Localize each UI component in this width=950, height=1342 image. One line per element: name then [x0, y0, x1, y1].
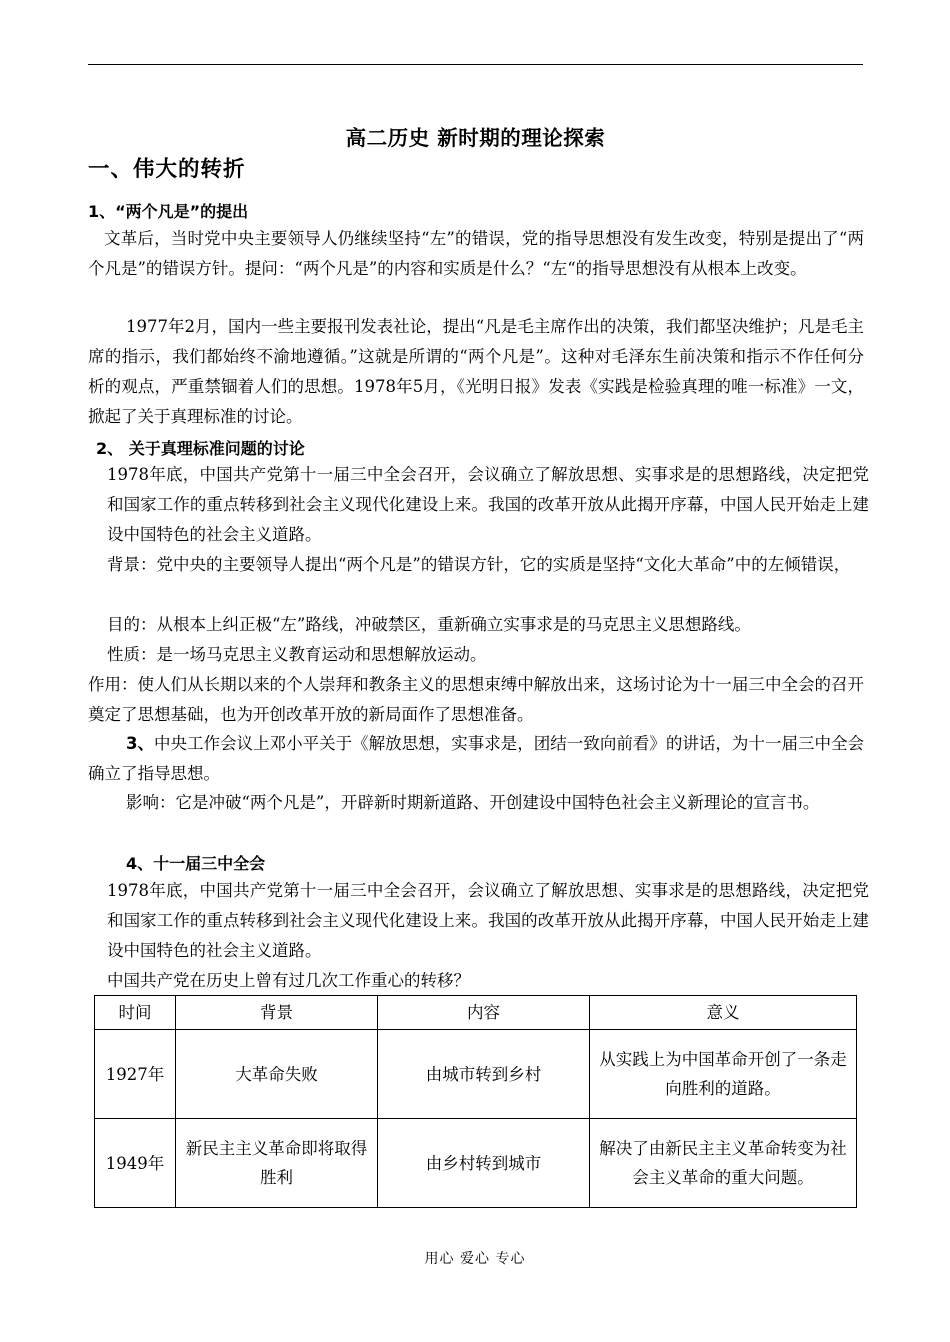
paragraph-sub4-question: 中国共产党在历史上曾有过几次工作重心的转移？: [107, 971, 470, 990]
paragraph-sub2-background: 背景：党中央的主要领导人提出“两个凡是”的错误方针，它的实质是坚持“文化大革命”中的左倾错误，: [107, 555, 851, 574]
subheading-3-text: 中央工作会议上邓小平关于《解放思想，实事求是，团结一致向前看》的讲话，为十一届三中全会确立了指导思想。: [88, 734, 865, 783]
table-cell-time: 1949年: [95, 1119, 176, 1208]
paragraph-sub3-impact: 影响：它是冲破“两个凡是”，开辟新时期新道路、开创建设中国特色社会主义新理论的宣言书。: [126, 793, 820, 812]
table-cell-content: 由乡村转到城市: [378, 1119, 590, 1208]
table-cell-content: 由城市转到乡村: [378, 1030, 590, 1119]
table-row: [95, 1030, 857, 1119]
subheading-1: 1、“两个凡是”的提出: [88, 202, 249, 221]
paragraph-sub1-2: 1977年2月，国内一些主要报刊发表社论，提出“凡是毛主席作出的决策，我们都坚决维护；凡是毛主席的指示，我们都始终不渝地遵循。”这就是所谓的“两个凡是”。这种对毛泽东生前决策和指示不作任何分析的观点，严重禁锢着人们的思想。1978年5月，《光明日报》发表《实践是检验真理的唯一标准》一文，掀起了关于真理标准的讨论。: [88, 317, 864, 426]
paragraph-sub3: [88, 729, 864, 789]
table-cell-background: 新民主主义革命即将取得胜利: [176, 1119, 378, 1208]
document-title: 高二历史 新时期的理论探索: [345, 126, 606, 150]
subheading-4: 4、十一届三中全会: [126, 854, 266, 873]
table-header-significance: 意义: [590, 996, 857, 1030]
paragraph-sub2-goal: 目的：从根本上纠正极“左”路线，冲破禁区，重新确立实事求是的马克思主义思想路线。: [107, 615, 751, 634]
page-footer: 用心 爱心 专心: [424, 1251, 526, 1267]
work-focus-shift-table: [94, 995, 857, 1208]
table-header-time: 时间: [95, 996, 176, 1030]
table-cell-significance: 从实践上为中国革命开创了一条走向胜利的道路。: [590, 1030, 857, 1119]
paragraph-sub2-nature: 性质：是一场马克思主义教育运动和思想解放运动。: [107, 645, 487, 664]
paragraph-sub2-1: 1978年底，中国共产党第十一届三中全会召开，会议确立了解放思想、实事求是的思想路线，决定把党和国家工作的重点转移到社会主义现代化建设上来。我国的改革开放从此揭开序幕，中国人民开始走上建设中国特色的社会主义道路。: [107, 465, 869, 544]
section-heading-1: 一、伟大的转折: [88, 157, 246, 182]
table-header-background: 背景: [176, 996, 378, 1030]
header-rule: [88, 64, 863, 65]
paragraph-sub1-1: 文革后，当时党中央主要领导人仍继续坚持“左”的错误，党的指导思想没有发生改变，特别是提出了“两个凡是”的错误方针。提问：“两个凡是”的内容和实质是什么？“左“的指导思想没有从根本上改变。: [88, 229, 864, 278]
table-row: [95, 1119, 857, 1208]
subheading-3-number: 3、: [126, 734, 155, 753]
paragraph-sub2-effect: 作用：使人们从长期以来的个人崇拜和教条主义的思想束缚中解放出来，这场讨论为十一届三中全会的召开奠定了思想基础，也为开创改革开放的新局面作了思想准备。: [88, 675, 864, 724]
table-cell-significance: 解决了由新民主主义革命转变为社会主义革命的重大问题。: [590, 1119, 857, 1208]
table-header-row: [95, 996, 857, 1030]
table-cell-time: 1927年: [95, 1030, 176, 1119]
table-cell-background: 大革命失败: [176, 1030, 378, 1119]
subheading-2: 2、 关于真理标准问题的讨论: [96, 439, 305, 458]
table-header-content: 内容: [378, 996, 590, 1030]
paragraph-sub4-1: 1978年底，中国共产党第十一届三中全会召开，会议确立了解放思想、实事求是的思想路线，决定把党和国家工作的重点转移到社会主义现代化建设上来。我国的改革开放从此揭开序幕，中国人民开始走上建设中国特色的社会主义道路。: [107, 881, 869, 960]
